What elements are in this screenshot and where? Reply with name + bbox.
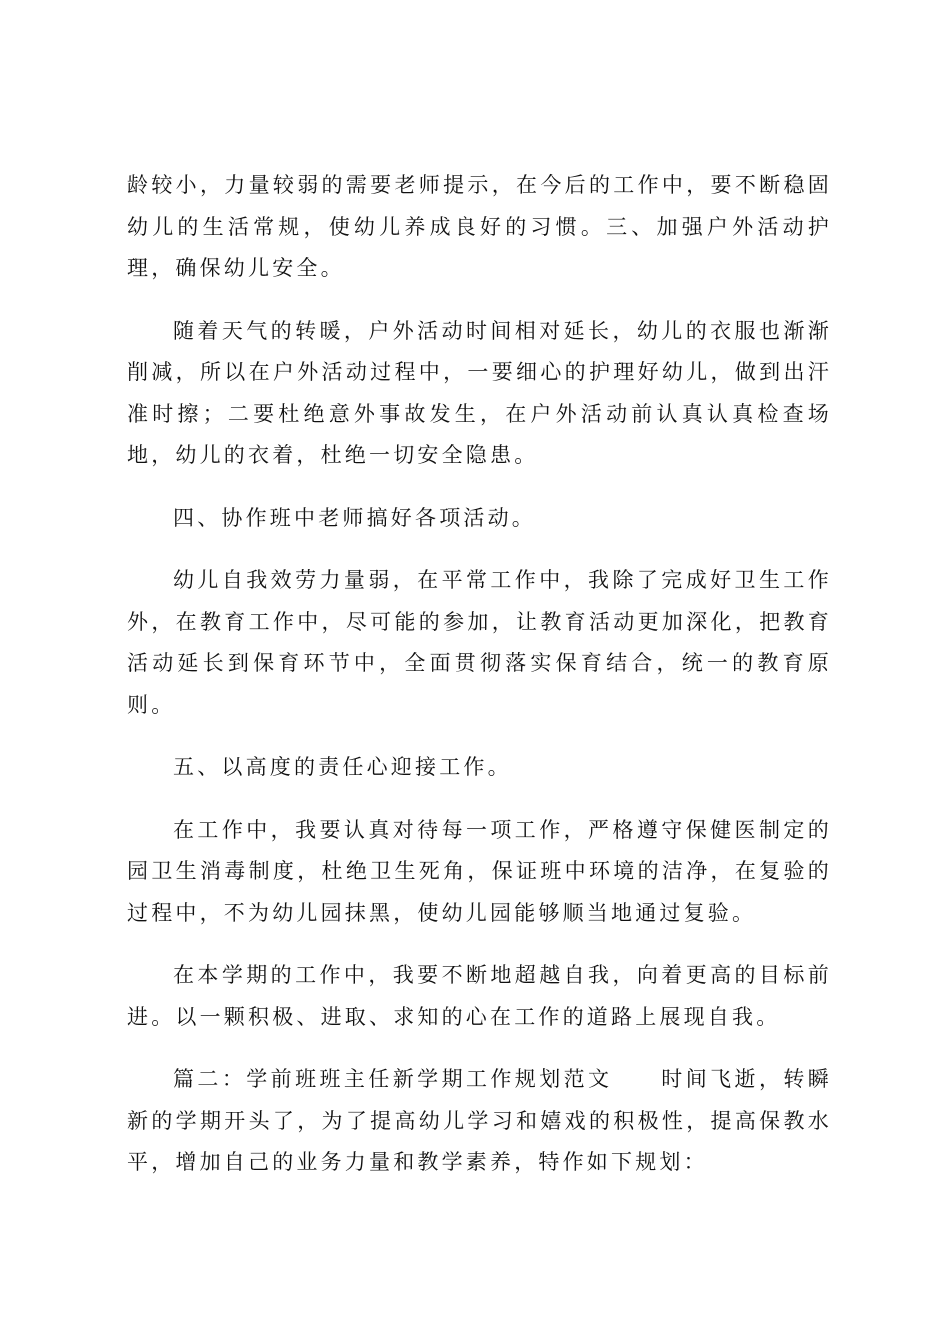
paragraph-2: 随着天气的转暖，户外活动时间相对延长，幼儿的衣服也渐渐削减，所以在户外活动过程中，一要细心的护理好幼儿，做到出汗准时擦；二要杜绝意外事故发生，在户外活动前认真认真检查场地，幼儿的衣着，杜绝一切安全隐患。 — [127, 318, 832, 467]
paragraph-1: 龄较小，力量较弱的需要老师提示，在今后的工作中，要不断稳固幼儿的生活常规，使幼儿养成良好的习惯。三、加强户外活动护理，确保幼儿安全。 — [127, 173, 832, 280]
paragraph-3: 幼儿自我效劳力量弱，在平常工作中，我除了完成好卫生工作外，在教育工作中，尽可能的参加，让教育活动更加深化，把教育活动延长到保育环节中，全面贯彻落实保育结合，统一的教育原则。 — [127, 568, 832, 717]
paragraph-5: 在本学期的工作中，我要不断地超越自我，向着更高的目标前进。以一颗积极、进取、求知的心在工作的道路上展现自我。 — [127, 963, 832, 1029]
section-heading-5: 五、以高度的责任心迎接工作。 — [173, 755, 512, 779]
document-body — [127, 165, 832, 1205]
section-heading-4: 四、协作班中老师搞好各项活动。 — [173, 505, 536, 530]
paragraph-6: 篇二：学前班班主任新学期工作规划范文 时间飞逝，转瞬新的学期开头了，为了提高幼儿学习和嬉戏的积极性，提高保教水平，增加自己的业务力量和教学素养，特作如下规划： — [127, 1067, 832, 1174]
paragraph-4: 在工作中，我要认真对待每一项工作，严格遵守保健医制定的园卫生消毒制度，杜绝卫生死角，保证班中环境的洁净，在复验的过程中，不为幼儿园抹黑，使幼儿园能够顺当地通过复验。 — [127, 817, 832, 925]
